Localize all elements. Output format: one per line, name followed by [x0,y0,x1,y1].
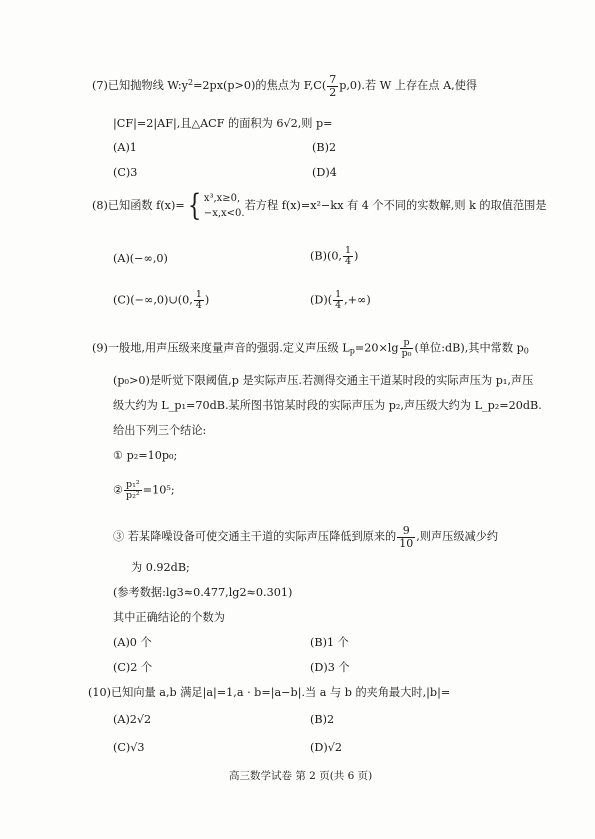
q9-ask: 其中正确结论的个数为 [113,611,225,624]
q9-c2-frac [124,480,142,501]
q9-sub2: 0 [523,346,529,356]
q8-optc-pre: (C)(−∞,0)∪(0, [113,293,193,307]
q7-frac-den: 2 [329,85,337,99]
q9-c3-den: 10 [399,536,414,550]
q7-option-b: (B)2 [312,141,337,154]
q9-c2-num: p₁² [126,479,140,490]
q9-conclusion-2 [113,480,175,501]
q9-text-a: (9)一般地,用声压级来度量声音的强弱.定义声压级 L [92,341,350,355]
q8-case1: x³,x≥0, [203,193,241,204]
q7-frac-num: 7 [329,73,337,86]
q10-option-c: (C)√3 [113,741,145,754]
q8-lead: (8)已知函数 f(x)= [92,199,185,212]
q8-optd-post: ,+∞) [344,293,371,307]
q8-optd-den: 4 [335,299,342,311]
q8-optd-pre: (D)( [310,293,333,307]
q10-option-d: (D)√2 [310,741,342,754]
q8-cases [204,191,245,221]
q9-option-d: (D)3 个 [310,661,350,674]
q9-fraction [400,338,414,359]
q8-option-c [113,290,209,311]
q9-option-c: (C)2 个 [113,661,153,674]
q7-sup: 2 [187,78,194,88]
q8-optb-post: ) [354,249,359,263]
q8-optd-frac [333,290,343,311]
q9-text-b: =20×lg [354,341,399,355]
q8-optb-frac [343,246,353,267]
q9-line2: (p₀>0)是听觉下限阈值,p 是实际声压.若测得交通主干道某时段的实际声压为 p₁,声压 [113,374,534,387]
q7-option-a: (A)1 [113,141,137,154]
page-footer: 高三数学试卷 第 2 页(共 6 页) [229,770,373,782]
q9-conclusion-3 [113,525,498,549]
q9-conclusion-1: ① p₂=10p₀; [113,449,178,462]
q8-optb-num: 1 [345,245,352,256]
q9-line3: 级大约为 L_p₁=70dB.某所图书馆某时段的实际声压为 p₂,声压级大约为 L_p₂=20dB. [113,399,542,412]
q9-conclusion-3-line2: 为 0.92dB; [131,561,190,574]
q8-optb-den: 4 [345,255,352,267]
q7-option-c: (C)3 [113,166,138,179]
q8-case2: −x,x<0. [203,208,245,219]
q9-frac-den: p₀ [401,347,412,359]
q9-reference: (参考数据:lg3≈0.477,lg2≈0.301) [113,586,293,599]
q7-option-d: (D)4 [312,166,337,179]
q10-line1: (10)已知向量 a,b 满足|a|=1,a · b=|a−b|.当 a 与 b 的夹角最大时,|b|= [88,686,451,699]
q8-tail: 若方程 f(x)=x²−kx 有 4 个不同的实数解,则 k 的取值范围是 [244,199,547,212]
q10-option-a: (A)2√2 [113,713,152,726]
q8-option-a: (A)(−∞,0) [113,252,168,265]
q9-line1 [92,338,529,359]
q8-option-b [310,246,358,267]
q9-frac-num: p [400,338,414,349]
q7-text-c: p,0).若 W 上存在点 A,使得 [339,79,478,93]
q8-brace-icon: { [187,188,201,223]
q9-c3-b: ,则声压级减少约 [416,530,499,544]
q7-text-a: (7)已知抛物线 W:y [92,79,188,93]
q7-line2: |CF|=2|AF|,且△ACF 的面积为 6√2,则 p= [113,117,333,130]
q7-text-b: =2px(p>0)的焦点为 F,C( [193,79,327,93]
q7-line1 [92,74,477,98]
q8-line1 [92,188,547,223]
q7-fraction [327,74,338,98]
q8-option-d [310,290,371,311]
q9-text-c: (单位:dB),其中常数 p [414,341,524,355]
q9-line4: 给出下列三个结论: [113,424,207,437]
q8-optb-pre: (B)(0, [310,249,342,263]
q9-c2-pre: ② [113,483,124,497]
q9-option-b: (B)1 个 [310,636,349,649]
q9-c3-frac [397,525,415,549]
q10-option-b: (B)2 [310,713,335,726]
q8-optd-num: 1 [335,289,342,300]
q9-c3-a: ③ 若某降噪设备可使交通主干道的实际声压降低到原来的 [113,530,397,544]
q8-optc-post: ) [204,293,210,307]
q9-c2-den: p₂² [126,489,140,501]
q8-optc-num: 1 [195,289,202,300]
q9-sub: p [349,346,355,356]
q9-option-a: (A)0 个 [113,636,152,649]
q8-optc-frac [194,290,204,311]
q8-optc-den: 4 [195,299,202,311]
q9-c3-num: 9 [397,525,415,538]
q9-c2-post: =10⁵; [142,483,175,497]
